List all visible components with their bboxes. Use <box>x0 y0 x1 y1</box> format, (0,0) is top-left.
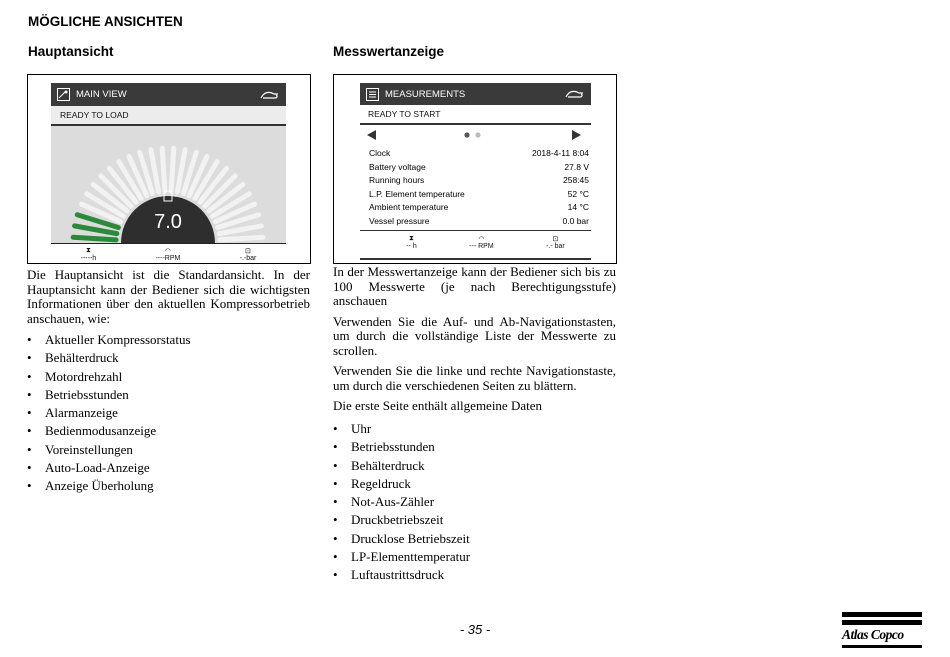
list-item: • Voreinstellungen <box>27 441 310 459</box>
main-view-paragraph: Die Hauptansicht ist die Standardansicht. In der Hauptansicht kann der Bediener sich die wichtigsten Informationen über den aktuellen Kompressorbetrieb anschauen, wie: <box>27 267 310 326</box>
list-item: • Anzeige Überholung <box>27 477 310 495</box>
gauge-segment <box>162 148 165 191</box>
hourglass-icon: ⧗ <box>409 235 414 242</box>
hand-icon <box>565 88 585 100</box>
gauge-segment <box>73 237 116 240</box>
pressure-icon: ⊡ <box>245 248 251 255</box>
measurements-figure <box>333 74 617 264</box>
gauge-segment <box>220 237 263 240</box>
logo-text: Atlas Copco <box>842 627 904 642</box>
list-item: • Betriebsstunden <box>333 438 616 456</box>
arrow-right-icon[interactable] <box>572 130 582 140</box>
main-view-footer <box>51 244 286 262</box>
paragraph: Die erste Seite enthält allgemeine Daten <box>333 398 542 413</box>
measurement-row: Running hours 258:45 <box>369 175 589 186</box>
pressure-icon: ⊡ <box>552 236 559 243</box>
footer-pressure: ⊡ -.-bar <box>239 248 257 262</box>
list-item: • Motordrehzahl <box>27 368 310 386</box>
heading-main-view: Hauptansicht <box>28 44 114 59</box>
page-number: - 35 - <box>459 622 491 637</box>
list-item: • Druckbetriebszeit <box>333 511 616 529</box>
list-item: • Drucklose Betriebszeit <box>333 530 616 548</box>
footer-rpm: ◠ ----RPM <box>155 248 181 262</box>
measurements-header <box>360 83 591 105</box>
measurements-footer <box>360 235 591 250</box>
footer-hours: ⧗ -- h <box>406 235 417 250</box>
list-item: • LP-Elementtemperatur <box>333 548 616 566</box>
main-view-title: MAIN VIEW <box>76 89 127 100</box>
list-item: • Alarmanzeige <box>27 404 310 422</box>
measurement-row: Ambient temperature 14 °C <box>369 202 589 213</box>
paragraph: Verwenden Sie die Auf- und Ab-Navigationstasten, um durch die vollständige Liste der Messwerte zu scrollen. <box>333 313 616 358</box>
list-item: • Not-Aus-Zähler <box>333 493 616 511</box>
list-item: • Betriebsstunden <box>27 386 310 404</box>
list-item: • Behälterdruck <box>333 457 616 475</box>
speedometer-icon: ◠ <box>164 248 171 255</box>
main-view-figure <box>27 74 311 264</box>
list-item: • Auto-Load-Anzeige <box>27 459 310 477</box>
measurement-row: Clock 2018-4-11 8:04 <box>369 148 589 158</box>
list-item: • Luftaustrittsdruck <box>333 566 616 584</box>
main-view-header <box>51 83 286 106</box>
measurement-row: L.P. Element temperature 52 °C <box>369 188 589 199</box>
list-icon <box>366 88 379 101</box>
measurement-row: Vessel pressure 0.0 bar <box>369 215 589 226</box>
measurement-row: Battery voltage 27.8 V <box>369 161 589 172</box>
footer-pressure: ⊡ -.- bar <box>546 236 565 250</box>
page-navigation <box>360 125 591 145</box>
footer-rpm: ◠ --- RPM <box>469 236 494 250</box>
measurements-status: READY TO START <box>360 105 591 125</box>
brand-logo <box>842 612 922 650</box>
speedometer-icon: ◠ <box>478 236 485 243</box>
measurements-text <box>333 265 616 414</box>
measurements-screen <box>360 83 591 260</box>
main-view-status: READY TO LOAD <box>51 106 286 126</box>
list-item: • Uhr <box>333 420 616 438</box>
measurements-title: MEASUREMENTS <box>385 88 466 100</box>
gauge-segment <box>171 148 174 191</box>
paragraph: Verwenden Sie die linke und rechte Navigationstaste, um durch die verschiedenen Seiten zu blättern. <box>333 363 616 393</box>
main-view-bullet-list <box>27 331 310 496</box>
page-dots <box>464 132 484 138</box>
main-view-screen <box>51 83 286 244</box>
heading-measurements: Messwertanzeige <box>333 44 445 59</box>
paragraph: In der Messwertanzeige kann der Bediener sich bis zu 100 Messwerte (je nach Berechtigungsstufe) anschauen <box>333 264 616 308</box>
list-item: • Regeldruck <box>333 475 616 493</box>
hourglass-icon: ⧗ <box>85 247 91 254</box>
section-title: MÖGLICHE ANSICHTEN <box>28 14 183 29</box>
measurements-bullet-list <box>333 420 616 585</box>
measurement-list <box>360 145 591 229</box>
arrow-left-icon[interactable] <box>367 130 377 140</box>
list-item: • Behälterdruck <box>27 349 310 367</box>
main-view-icon <box>57 88 70 101</box>
pressure-value: 7.0 <box>154 211 182 233</box>
list-item: • Bedienmodusanzeige <box>27 422 310 440</box>
hand-icon <box>260 89 280 101</box>
footer-hours: ⧗ -----h <box>80 247 97 262</box>
pressure-gauge <box>51 125 286 243</box>
list-item: • Aktueller Kompressorstatus <box>27 331 310 349</box>
